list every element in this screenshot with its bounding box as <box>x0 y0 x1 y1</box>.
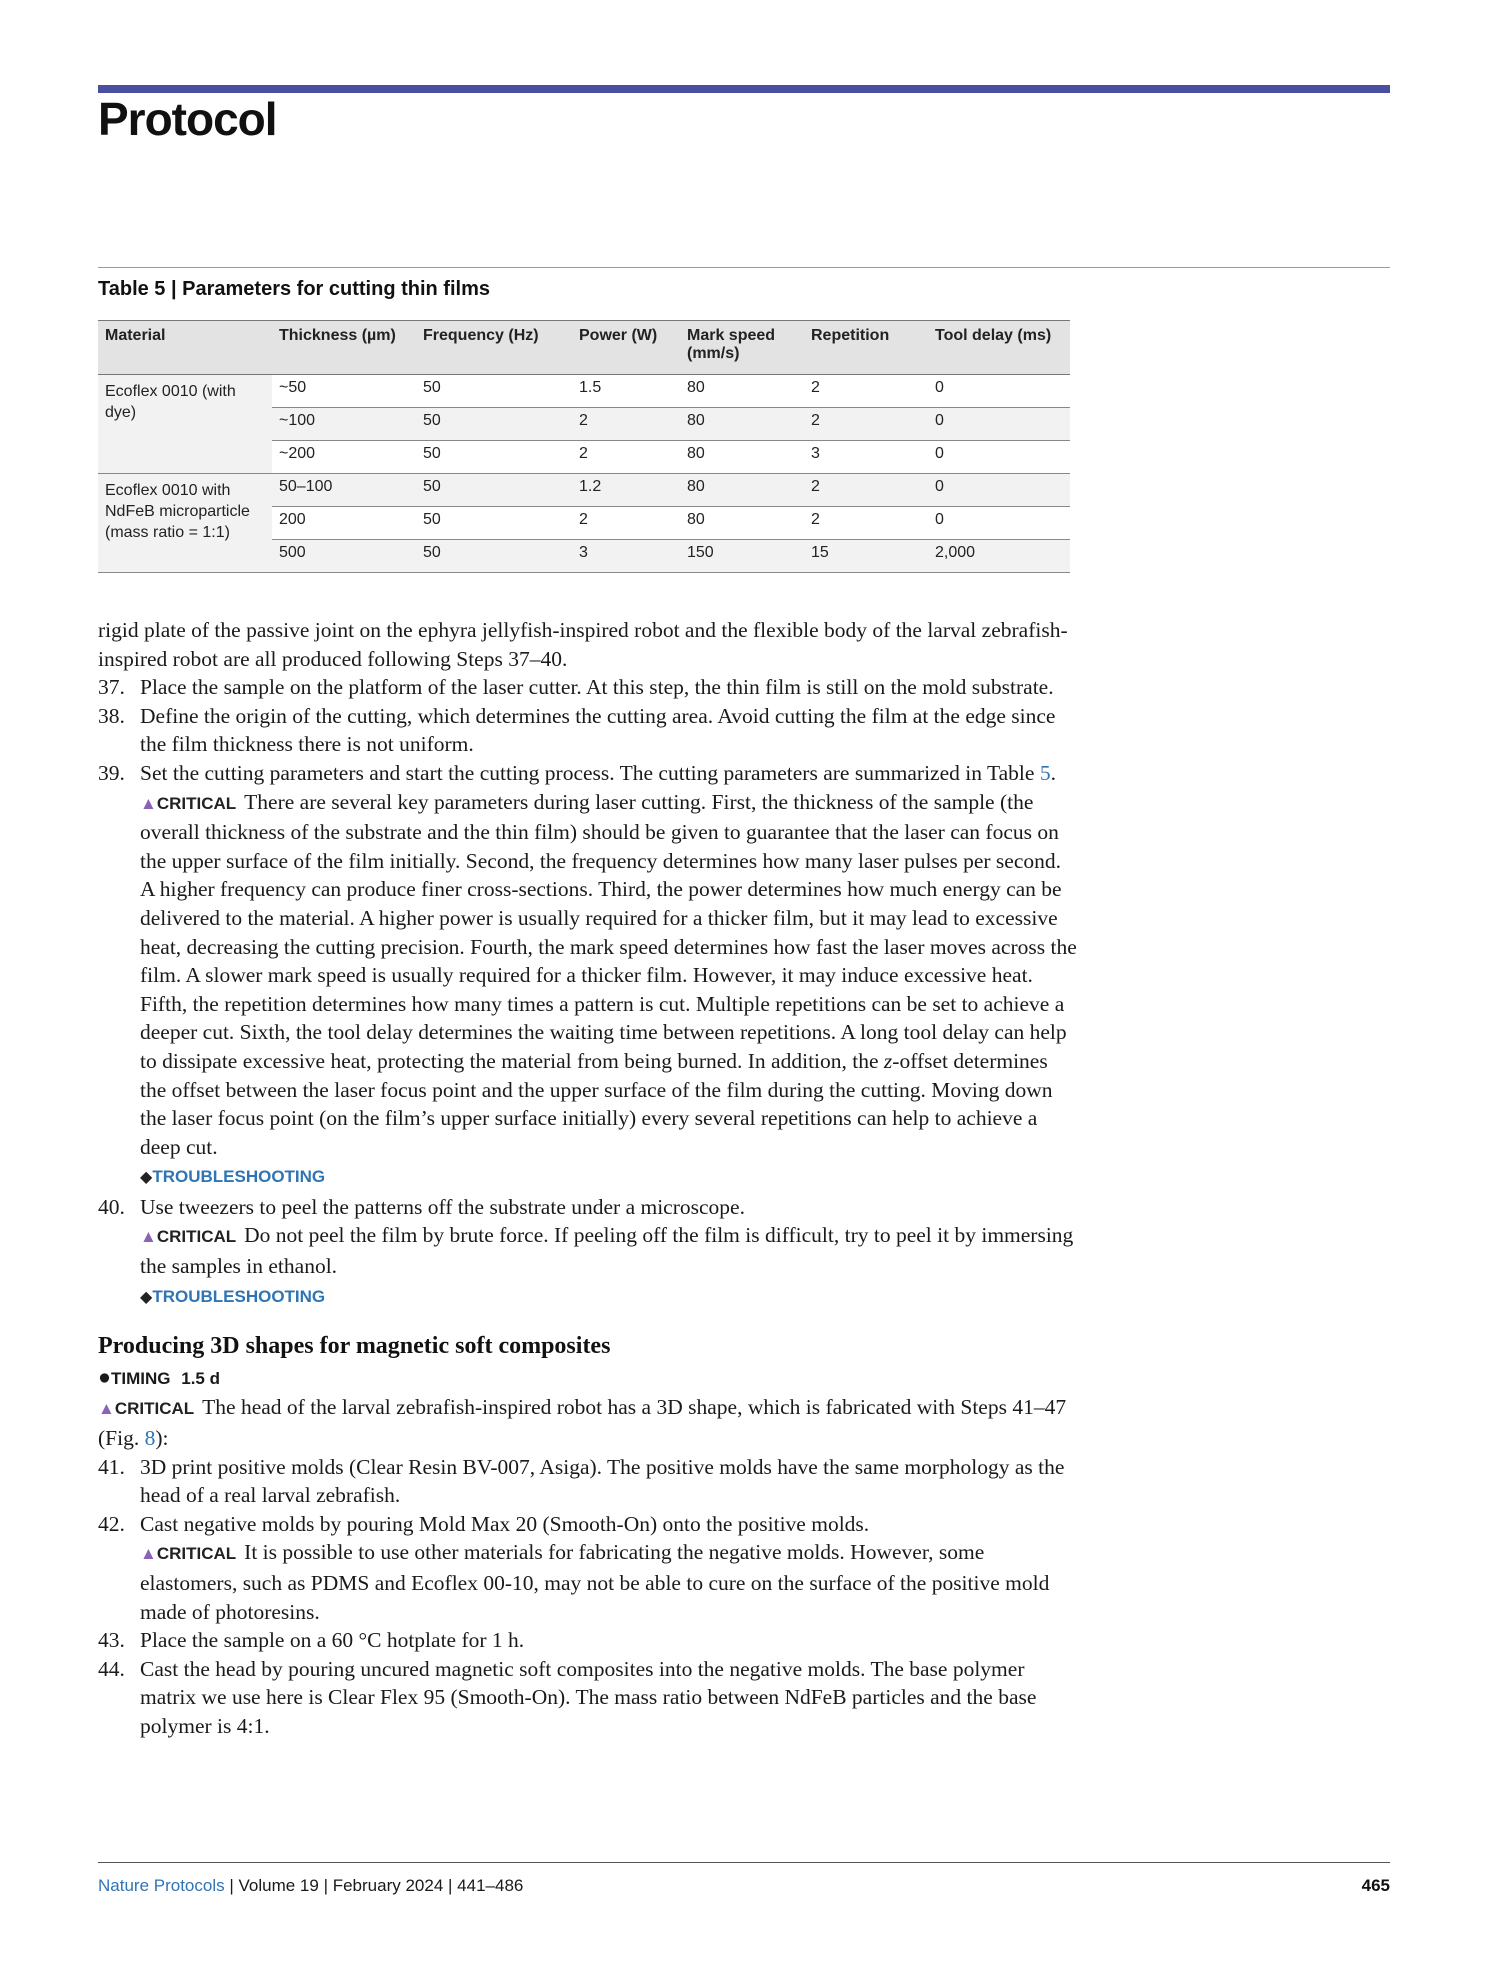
step-44 <box>98 1655 1078 1741</box>
step-number: 42. <box>98 1511 125 1536</box>
footer <box>98 1876 1390 1896</box>
critical-text: The head of the larval zebrafish-inspired robot has a 3D shape, which is fabricated with Steps 41–47 (Fig. <box>98 1395 1067 1451</box>
table-cell: 80 <box>680 375 804 408</box>
table-cell: 200 <box>272 507 416 540</box>
step-37 <box>98 673 1078 702</box>
table-cell: ~50 <box>272 375 416 408</box>
step-text: Use tweezers to peel the patterns off the substrate under a microscope. <box>140 1194 745 1219</box>
page-number: 465 <box>1361 1876 1390 1895</box>
table-cell: 50 <box>416 408 572 441</box>
table-row <box>98 474 1070 507</box>
table-cell: 50 <box>416 441 572 474</box>
critical-triangle-icon: ▲ <box>140 793 157 813</box>
table-cell: 500 <box>272 540 416 573</box>
footer-date: February 2024 <box>332 1876 444 1895</box>
step-39 <box>98 759 1078 788</box>
material-cell: Ecoflex 0010 with NdFeB microparticle (mass ratio = 1:1) <box>98 474 272 573</box>
table-header-row <box>98 321 1070 375</box>
table-cell: 2 <box>572 408 680 441</box>
table-top-rule <box>98 267 1390 268</box>
section-critical <box>98 1393 1078 1452</box>
table-cell: 80 <box>680 441 804 474</box>
footer-separator: | <box>318 1876 333 1895</box>
table-cell: 1.5 <box>572 375 680 408</box>
table-cell: 50 <box>416 507 572 540</box>
critical-triangle-icon: ▲ <box>98 1399 115 1419</box>
timing-dot-icon: ● <box>98 1364 111 1389</box>
table-cell: 80 <box>680 474 804 507</box>
table-cell: 2 <box>572 507 680 540</box>
critical-label: CRITICAL <box>114 1399 195 1419</box>
table-cell: 2 <box>804 474 928 507</box>
table-cell: ~200 <box>272 441 416 474</box>
col-header-thickness: Thickness (µm) <box>272 321 416 375</box>
material-cell: Ecoflex 0010 (with dye) <box>98 375 272 474</box>
step-43 <box>98 1626 1078 1655</box>
table-cell: 15 <box>804 540 928 573</box>
table-cell: 0 <box>928 474 1070 507</box>
table-cell: 0 <box>928 507 1070 540</box>
critical-label: CRITICAL <box>156 793 237 813</box>
figure-8-link[interactable]: 8 <box>144 1426 156 1451</box>
table-cell: 2 <box>804 408 928 441</box>
troubleshooting-link[interactable]: TROUBLESHOOTING <box>152 1286 326 1306</box>
step-text: Define the origin of the cutting, which determines the cutting area. Avoid cutting the film at the edge since the film thickness there is not uniform. <box>140 703 1056 757</box>
diamond-icon: ◆ <box>140 1169 153 1187</box>
critical-label: CRITICAL <box>156 1544 237 1564</box>
step-text: Set the cutting parameters and start the cutting process. The cutting parameters are summarized in Table <box>140 760 1040 785</box>
table-cell: 3 <box>572 540 680 573</box>
table-cell: 50 <box>416 474 572 507</box>
critical-triangle-icon: ▲ <box>140 1544 157 1564</box>
table-cell: 50 <box>416 540 572 573</box>
col-header-repetition: Repetition <box>804 321 928 375</box>
table-cell: 1.2 <box>572 474 680 507</box>
table-cell: 80 <box>680 408 804 441</box>
step-42 <box>98 1510 1078 1539</box>
critical-text: -offset determines the offset between the laser focus point and the upper surface of the film during the cutting. Moving down the laser focus point (on the film’s upper surface initially) every several repetitions can help to achieve a deep cut. <box>140 1048 1053 1159</box>
troubleshooting-link[interactable]: TROUBLESHOOTING <box>152 1167 326 1187</box>
critical-text-italic: z <box>883 1048 893 1073</box>
footer-separator: | <box>443 1876 458 1895</box>
table-cell: 0 <box>928 441 1070 474</box>
step-38 <box>98 702 1078 759</box>
critical-text: It is possible to use other materials for fabricating the negative molds. However, some elastomers, such as PDMS and Ecoflex 00-10, may not be able to cure on the surface of the positive mold made of photoresins. <box>140 1540 1050 1624</box>
step-number: 41. <box>98 1454 125 1479</box>
step-number: 43. <box>98 1628 125 1653</box>
col-header-tool-delay: Tool delay (ms) <box>928 321 1070 375</box>
critical-text: There are several key parameters during laser cutting. First, the thickness of the sample (the overall thickness of the substrate and the thin film) should be given to guarantee that the laser can focus on the upper surface of the film initially. Second, the frequency determines how many laser pulses per second. A higher frequency can produce finer cross-sections. Third, the power determines how much energy can be delivered to the material. A higher power is usually required for a thicker film, but it may lead to excessive heat, decreasing the cutting precision. Fourth, the mark speed determines how fast the laser moves across the film. A slower mark speed is usually required for a thicker film. However, it may induce excessive heat. Fifth, the repetition determines how many times a pattern is cut. Multiple repetitions can be set to achieve a deeper cut. Sixth, the tool delay determines the waiting time between repetitions. A long tool delay can help to dissipate excessive heat, protecting the material from being burned. In addition, the <box>140 789 1077 1073</box>
timing-label: TIMING <box>111 1368 171 1388</box>
col-header-power: Power (W) <box>572 321 680 375</box>
troubleshooting-40 <box>140 1281 1078 1313</box>
table-cell: 80 <box>680 507 804 540</box>
step-text: Place the sample on a 60 °C hotplate for 1 h. <box>140 1628 525 1653</box>
section-heading: Producing 3D shapes for magnetic soft composites <box>98 1333 611 1360</box>
table-cell: 2,000 <box>928 540 1070 573</box>
col-header-mark-speed: Mark speed (mm/s) <box>680 321 804 375</box>
step-text: 3D print positive molds (Clear Resin BV-007, Asiga). The positive molds have the same morphology as the head of a real larval zebrafish. <box>140 1454 1065 1508</box>
footer-volume: Volume 19 <box>238 1876 319 1895</box>
step-text: Cast negative molds by pouring Mold Max 20 (Smooth-On) onto the positive molds. <box>140 1511 870 1536</box>
footer-rule <box>98 1862 1390 1863</box>
table-cell: 3 <box>804 441 928 474</box>
col-header-material: Material <box>98 321 272 375</box>
critical-note-42 <box>140 1538 1078 1626</box>
diamond-icon: ◆ <box>140 1288 153 1306</box>
page-title: Protocol <box>98 93 277 145</box>
step-text: Place the sample on the platform of the laser cutter. At this step, the thin film is still on the mold substrate. <box>140 675 1054 700</box>
critical-label: CRITICAL <box>156 1227 237 1247</box>
table-cell: 50 <box>416 375 572 408</box>
step-40 <box>98 1193 1078 1222</box>
step-text: Cast the head by pouring uncured magnetic soft composites into the negative molds. The base polymer matrix we use here is Clear Flex 95 (Smooth-On). The mass ratio between NdFeB particles and the base polymer is 4:1. <box>140 1656 1037 1738</box>
table-cell: ~100 <box>272 408 416 441</box>
critical-text-end: ): <box>155 1426 169 1451</box>
col-header-frequency: Frequency (Hz) <box>416 321 572 375</box>
critical-note-39 <box>140 788 1078 1162</box>
table-caption: Table 5 | Parameters for cutting thin films <box>98 278 490 300</box>
header-bar <box>98 85 1390 93</box>
footer-separator: | <box>224 1876 239 1895</box>
step-number: 38. <box>98 703 125 728</box>
step-41 <box>98 1453 1078 1510</box>
critical-note-40 <box>140 1221 1078 1280</box>
step-text-end: . <box>1050 760 1056 785</box>
table-5-link[interactable]: 5 <box>1039 760 1051 785</box>
timing-line <box>98 1363 1078 1394</box>
critical-triangle-icon: ▲ <box>140 1227 157 1247</box>
timing-value: 1.5 d <box>181 1368 220 1388</box>
step-number: 39. <box>98 760 125 785</box>
body-text <box>98 616 1078 1741</box>
table-cell: 0 <box>928 408 1070 441</box>
table-row <box>98 375 1070 408</box>
critical-text: Do not peel the film by brute force. If peeling off the film is difficult, try to peel it by immersing the samples in ethanol. <box>140 1223 1074 1279</box>
table-cell: 150 <box>680 540 804 573</box>
step-number: 44. <box>98 1656 125 1681</box>
footer-pages: 441–486 <box>457 1876 524 1895</box>
table-cell: 2 <box>804 507 928 540</box>
journal-name[interactable]: Nature Protocols <box>98 1876 225 1895</box>
table-cell: 2 <box>572 441 680 474</box>
table-cell: 50–100 <box>272 474 416 507</box>
step-number: 37. <box>98 675 125 700</box>
step-number: 40. <box>98 1194 125 1219</box>
table-cell: 0 <box>928 375 1070 408</box>
intro-paragraph: rigid plate of the passive joint on the ephyra jellyfish-inspired robot and the flexible body of the larval zebrafish-inspired robot are all produced following Steps 37–40. <box>98 618 1068 671</box>
parameters-table <box>98 320 1070 573</box>
troubleshooting-39 <box>140 1161 1078 1193</box>
table-cell: 2 <box>804 375 928 408</box>
